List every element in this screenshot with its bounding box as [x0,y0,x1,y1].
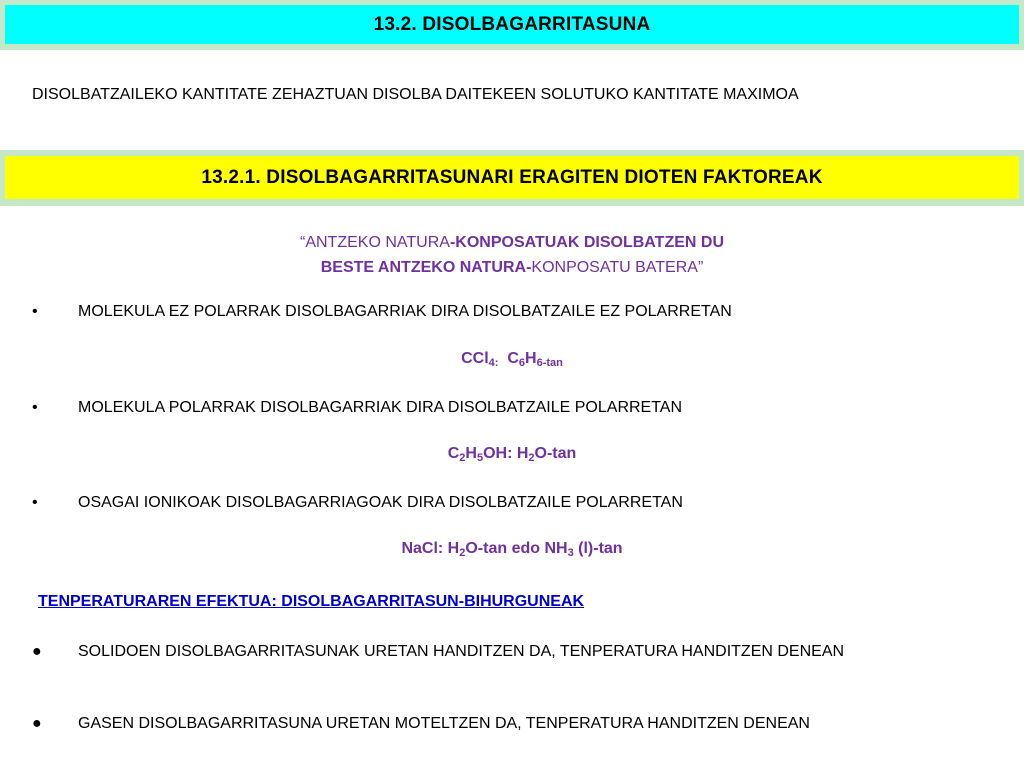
bullet-icon: • [32,494,38,511]
definition-text: DISOLBATZAILEKO KANTITATE ZEHAZTUAN DISOLBA DAITEKEEN SOLUTUKO KANTITATE MAXIMOA [32,86,799,103]
list-item [32,713,978,757]
formula-ccl4-benzene: CCl$_{4:}$ $C_6H_{6-tan}$ [461,350,563,369]
quote-line-1: “ANTZEKO NATURA-KONPOSATUAK DISOLBATZEN DU [300,234,724,251]
list-item-text: MOLEKULA EZ POLARRAK DISOLBAGARRIAK DIRA DISOLBATZAILE EZ POLARRETAN [78,303,732,320]
heading1-title: 13.2. DISOLBAGARRITASUNA [5,5,1019,44]
dot-icon: ● [32,643,42,660]
bullet-icon: • [32,399,38,416]
heading1-band [0,0,1024,50]
formula-nacl: NaCl: $H_2O-\tan$ edo $NH_3$ (l)-tan [401,540,623,559]
dot-icon: ● [32,715,42,732]
list-item-text: GASEN DISOLBAGARRITASUNA URETAN MOTELTZEN DA, TENPERATURA HANDITZEN DENEAN [78,715,810,732]
heading2-title: 13.2.1. DISOLBAGARRITASUNARI ERAGITEN DIOTEN FAKTOREAK [5,156,1019,199]
list-item-text: SOLIDOEN DISOLBAGARRITASUNAK URETAN HANDITZEN DA, TENPERATURA HANDITZEN DENEAN [78,643,845,660]
formula-ethanol-water: $C_2H_5OH$: $H_2O-\tan$ [447,445,577,464]
quote-line-2: BESTE ANTZEKO NATURA-KONPOSATU BATERA” [320,259,704,276]
heading2-band [0,150,1024,206]
list-item-text: OSAGAI IONIKOAK DISOLBAGARRIAGOAK DIRA DISOLBATZAILE POLARRETAN [78,494,683,511]
list-item [32,641,978,685]
list-item-text: MOLEKULA POLARRAK DISOLBAGARRIAK DIRA DISOLBATZAILE POLARRETAN [78,399,683,416]
bullet-icon: • [32,303,38,320]
quote-block [0,230,1024,280]
temperature-effect-link[interactable]: TENPERATURAREN EFEKTUA: DISOLBAGARRITASUN-BIHURGUNEAK [38,593,585,610]
